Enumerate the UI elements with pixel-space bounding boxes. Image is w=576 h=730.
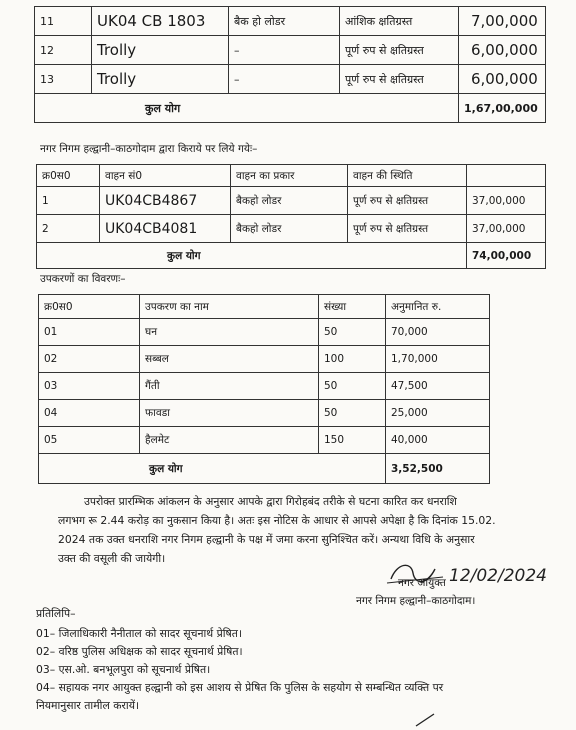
value-cell: 47,500 <box>386 373 490 400</box>
vehicle-type-cell: बैकहो लोडर <box>231 187 348 215</box>
vehicle-table-1 <box>34 6 546 123</box>
equipment-name-cell: घन <box>140 319 319 346</box>
serial-cell: 13 <box>35 65 92 94</box>
column-header: वाहन की स्थिति <box>348 165 467 187</box>
table-row <box>39 373 490 400</box>
quantity-cell: 100 <box>319 346 386 373</box>
serial-cell: 05 <box>39 427 140 454</box>
value-cell: 37,00,000 <box>467 187 546 215</box>
table-row <box>39 319 490 346</box>
total-value: 3,52,500 <box>386 454 490 484</box>
total-row <box>39 454 490 484</box>
table-row <box>39 400 490 427</box>
total-label: कुल योग <box>39 454 386 484</box>
vehicle-number-cell: UK04CB4081 <box>100 215 231 243</box>
vehicle-type-cell: – <box>229 36 340 65</box>
vehicle-table-2 <box>36 164 546 269</box>
value-cell: 6,00,000 <box>459 36 546 65</box>
table-row <box>37 215 546 243</box>
vehicle-number-cell: Trolly <box>92 36 229 65</box>
vehicle-type-cell: बैकहो लोडर <box>231 215 348 243</box>
pen-mark <box>414 712 438 728</box>
paragraph-line: लगभग रू 2.44 करोड़ का नुकसान किया है। अतः इस नोटिस के आधार से आपसे अपेक्षा है कि दिनांक 15.02. <box>58 514 496 527</box>
vehicle-number-cell: UK04 CB 1803 <box>92 7 229 36</box>
vehicle-status-cell: आंशिक क्षतिग्रस्त <box>340 7 459 36</box>
copy-to-item: नियमानुसार तामील करायें। <box>36 699 140 712</box>
total-value: 1,67,00,000 <box>459 94 546 123</box>
total-label: कुल योग <box>37 243 467 269</box>
column-header <box>467 165 546 187</box>
quantity-cell: 150 <box>319 427 386 454</box>
copy-to-item: 03– एस.ओ. बनभूलपुरा को सूचनार्थ प्रेषित। <box>36 663 211 676</box>
quantity-cell: 50 <box>319 400 386 427</box>
table-row <box>39 427 490 454</box>
total-row <box>35 94 546 123</box>
total-value: 74,00,000 <box>467 243 546 269</box>
copy-to-item: 01– जिलाधिकारी नैनीताल को सादर सूचनार्थ प्रेषित। <box>36 627 243 640</box>
serial-cell: 03 <box>39 373 140 400</box>
equipment-table <box>38 294 490 484</box>
column-header: वाहन का प्रकार <box>231 165 348 187</box>
column-header: क्र0स0 <box>39 295 140 319</box>
serial-cell: 01 <box>39 319 140 346</box>
table-row <box>35 7 546 36</box>
quantity-cell: 50 <box>319 373 386 400</box>
column-header: क्र0स0 <box>37 165 100 187</box>
table-header-row <box>39 295 490 319</box>
equipment-name-cell: फावडा <box>140 400 319 427</box>
table-row <box>35 36 546 65</box>
value-cell: 6,00,000 <box>459 65 546 94</box>
equipment-name-cell: हैलमेट <box>140 427 319 454</box>
serial-cell: 11 <box>35 7 92 36</box>
vehicle-number-cell: Trolly <box>92 65 229 94</box>
value-cell: 70,000 <box>386 319 490 346</box>
vehicle-number-cell: UK04CB4867 <box>100 187 231 215</box>
table-header-row <box>37 165 546 187</box>
total-label: कुल योग <box>35 94 459 123</box>
equipment-name-cell: सब्बल <box>140 346 319 373</box>
value-cell: 7,00,000 <box>459 7 546 36</box>
vehicle-type-cell: बैक हो लोडर <box>229 7 340 36</box>
column-header: संख्या <box>319 295 386 319</box>
serial-cell: 12 <box>35 36 92 65</box>
copy-to-item: 04– सहायक नगर आयुक्त हल्द्वानी को इस आशय से प्रेषित कि पुलिस के सहयोग से सम्बन्धित व्यक्ति पर <box>36 681 444 694</box>
vehicle-type-cell: – <box>229 65 340 94</box>
serial-cell: 02 <box>39 346 140 373</box>
paragraph-line: उक्त की वसूली की जायेगी। <box>58 552 166 565</box>
column-header: वाहन सं0 <box>100 165 231 187</box>
total-row <box>37 243 546 269</box>
value-cell: 40,000 <box>386 427 490 454</box>
vehicle-status-cell: पूर्ण रुप से क्षतिग्रस्त <box>348 215 467 243</box>
handwritten-date: 12/02/2024 <box>449 566 547 586</box>
value-cell: 25,000 <box>386 400 490 427</box>
signatory-office: नगर निगम हल्द्वानी–काठगोदाम। <box>356 595 476 607</box>
table-row <box>39 346 490 373</box>
column-header: अनुमानित रु. <box>386 295 490 319</box>
table-row <box>37 187 546 215</box>
quantity-cell: 50 <box>319 319 386 346</box>
equipment-heading: उपकरणों का विवरणः– <box>40 273 126 285</box>
serial-cell: 04 <box>39 400 140 427</box>
rented-vehicles-heading: नगर निगम हल्द्वानी–काठगोदाम द्वारा किराये पर लिये गयेः– <box>40 143 258 155</box>
value-cell: 37,00,000 <box>467 215 546 243</box>
copy-to-heading: प्रतिलिपि– <box>36 607 76 620</box>
serial-cell: 2 <box>37 215 100 243</box>
equipment-name-cell: गैंती <box>140 373 319 400</box>
paragraph-line: 2024 तक उक्त धनराशि नगर निगम हल्द्वानी के पक्ष में जमा करना सुनिश्चित करें। अन्यथा विधि के अनुसार <box>58 533 475 546</box>
signatory-designation: नगर आयुक्त <box>398 577 446 589</box>
table-row <box>35 65 546 94</box>
column-header: उपकरण का नाम <box>140 295 319 319</box>
value-cell: 1,70,000 <box>386 346 490 373</box>
copy-to-item: 02– वरिष्ठ पुलिस अधिक्षक को सादर सूचनार्थ प्रेषित। <box>36 645 243 658</box>
paragraph-line: उपरोक्त प्रारम्भिक आंकलन के अनुसार आपके द्वारा गिरोहबंद तरीके से घटना कारित कर धनराशि <box>84 495 457 508</box>
vehicle-status-cell: पूर्ण रुप से क्षतिग्रस्त <box>340 65 459 94</box>
vehicle-status-cell: पूर्ण रुप से क्षतिग्रस्त <box>340 36 459 65</box>
vehicle-status-cell: पूर्ण रुप से क्षतिग्रस्त <box>348 187 467 215</box>
serial-cell: 1 <box>37 187 100 215</box>
